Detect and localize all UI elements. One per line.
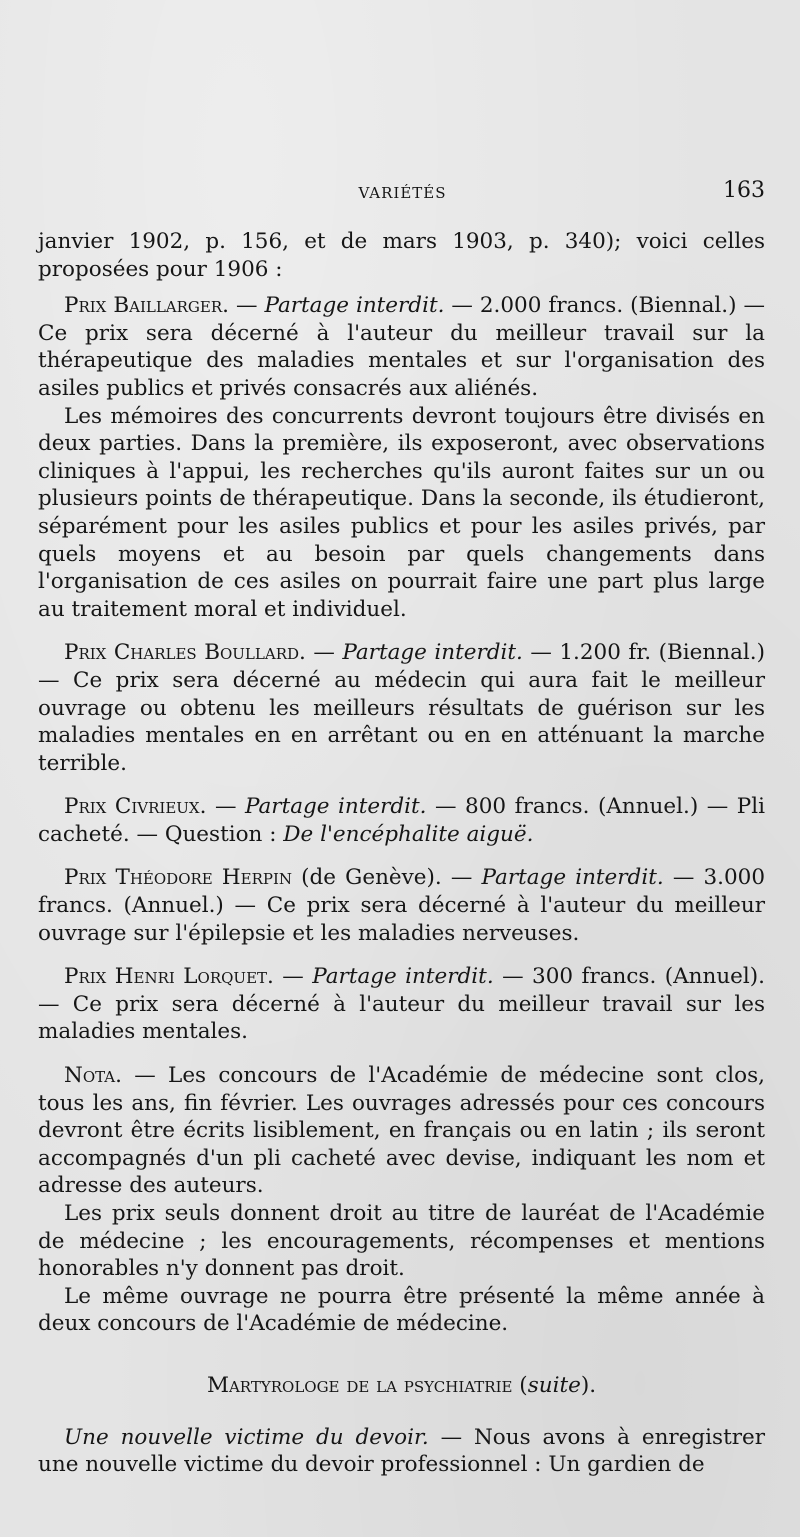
prize-place: (de Genève). — (292, 865, 482, 891)
prize-condition: Partage interdit. (342, 640, 523, 666)
prize-condition: Partage interdit. (312, 964, 494, 990)
section-heading-title: Martyrologe de la psychiatrie (206, 1372, 513, 1398)
prix-boullard-paragraph (38, 639, 765, 777)
page-header (40, 178, 765, 208)
prize-details: — 1.200 fr. (Biennal.) — Ce prix sera décerné au médecin qui aura fait le meilleur ouvrage ou obtenu les meilleurs résultats de guérison sur les maladies mentales en en arrêtant ou en en atténuant la marche terrible. (38, 640, 766, 776)
baillarger-memoires-paragraph: Les mémoires des concurrents devront toujours être divisés en deux parties. Dans la première, ils exposeront, avec observations cliniques à l'appui, les recherches qu'ils auront faites sur un ou plusieurs points de thérapeutique. Dans la seconde, ils étudieront, séparément pour les asiles publics et pour les asiles privés, par quels moyens et au besoin par quels changements dans l'organisation de ces asiles on pourrait faire une part plus large au traitement moral et individuel. (38, 403, 765, 622)
prize-name: Prix Baillarger. (64, 293, 229, 319)
prix-civrieux-paragraph (38, 793, 765, 848)
intro-paragraph: janvier 1902, p. 156, et de mars 1903, p. 340); voici celles proposées pour 1906 : (38, 229, 765, 282)
prize-details: — 2.000 francs. (Biennal.) — Ce prix sera décerné à l'auteur du meilleur travail sur la thérapeutique des maladies mentales et sur l'organisation des asiles publics et privés consacrés aux aliénés. (38, 293, 765, 401)
separator: — (273, 964, 313, 990)
prize-details: — 300 francs. (Annuel). — Ce prix sera décerné à l'auteur du meilleur travail sur les maladies mentales. (38, 964, 765, 1045)
prize-name: Prix Charles Boullard. (64, 640, 306, 666)
section-heading-suffix: suite (527, 1372, 581, 1398)
nota-paragraph (38, 1062, 765, 1200)
prize-question: De l'encéphalite aiguë. (283, 821, 534, 847)
page-number: 163 (723, 178, 765, 203)
lead-text: — Nous avons à enregistrer une nouvelle victime du devoir professionnel : Un gardien de (38, 1424, 766, 1478)
separator: — (206, 794, 245, 820)
prix-herpin-paragraph (38, 864, 765, 947)
martyrologe-paragraph (38, 1424, 765, 1479)
separator: — (305, 640, 343, 666)
prize-condition: Partage interdit. (264, 293, 445, 319)
prize-details: — 3.000 francs. (Annuel.) — Ce prix sera décerné à l'auteur du meilleur ouvrage sur l'épilepsie et les maladies nerveuses. (38, 865, 766, 946)
prize-name: Prix Théodore Herpin (64, 865, 293, 891)
nota-label: Nota. (64, 1063, 122, 1089)
nota-text: — Les concours de l'Académie de médecine sont clos, tous les ans, fin février. Les ouvrages adressés pour ces concours devront être écrits lisiblement, en français ou en latin ; ils seront accompagnés d'un pli cacheté avec devise, indiquant les nom et adresse des auteurs. (38, 1063, 765, 1199)
meme-ouvrage-paragraph: Le même ouvrage ne pourra être présenté la même année à deux concours de l'Académie de médecine. (38, 1283, 765, 1337)
section-heading: Martyrologe de la psychiatrie (suite). (206, 1372, 597, 1398)
prix-baillarger-paragraph (38, 292, 765, 402)
prize-name: Prix Civrieux. (64, 794, 207, 820)
prix-lorquet-paragraph (38, 963, 765, 1046)
separator: — (229, 293, 265, 319)
prize-condition: Partage interdit. (244, 794, 427, 820)
prize-details: — 800 francs. (Annuel.) — Pli cacheté. — Question : (38, 794, 765, 847)
lead-title: Une nouvelle victime du devoir. (64, 1424, 429, 1450)
prize-name: Prix Henri Lorquet. (64, 964, 274, 990)
body-text (38, 228, 765, 1479)
prix-seuls-paragraph: Les prix seuls donnent droit au titre de lauréat de l'Académie de médecine ; les encouragements, récompenses et mentions honorables n'y donnent pas droit. (38, 1201, 765, 1282)
running-head: VARIÉTÉS (358, 184, 447, 202)
prize-condition: Partage interdit. (481, 865, 664, 891)
